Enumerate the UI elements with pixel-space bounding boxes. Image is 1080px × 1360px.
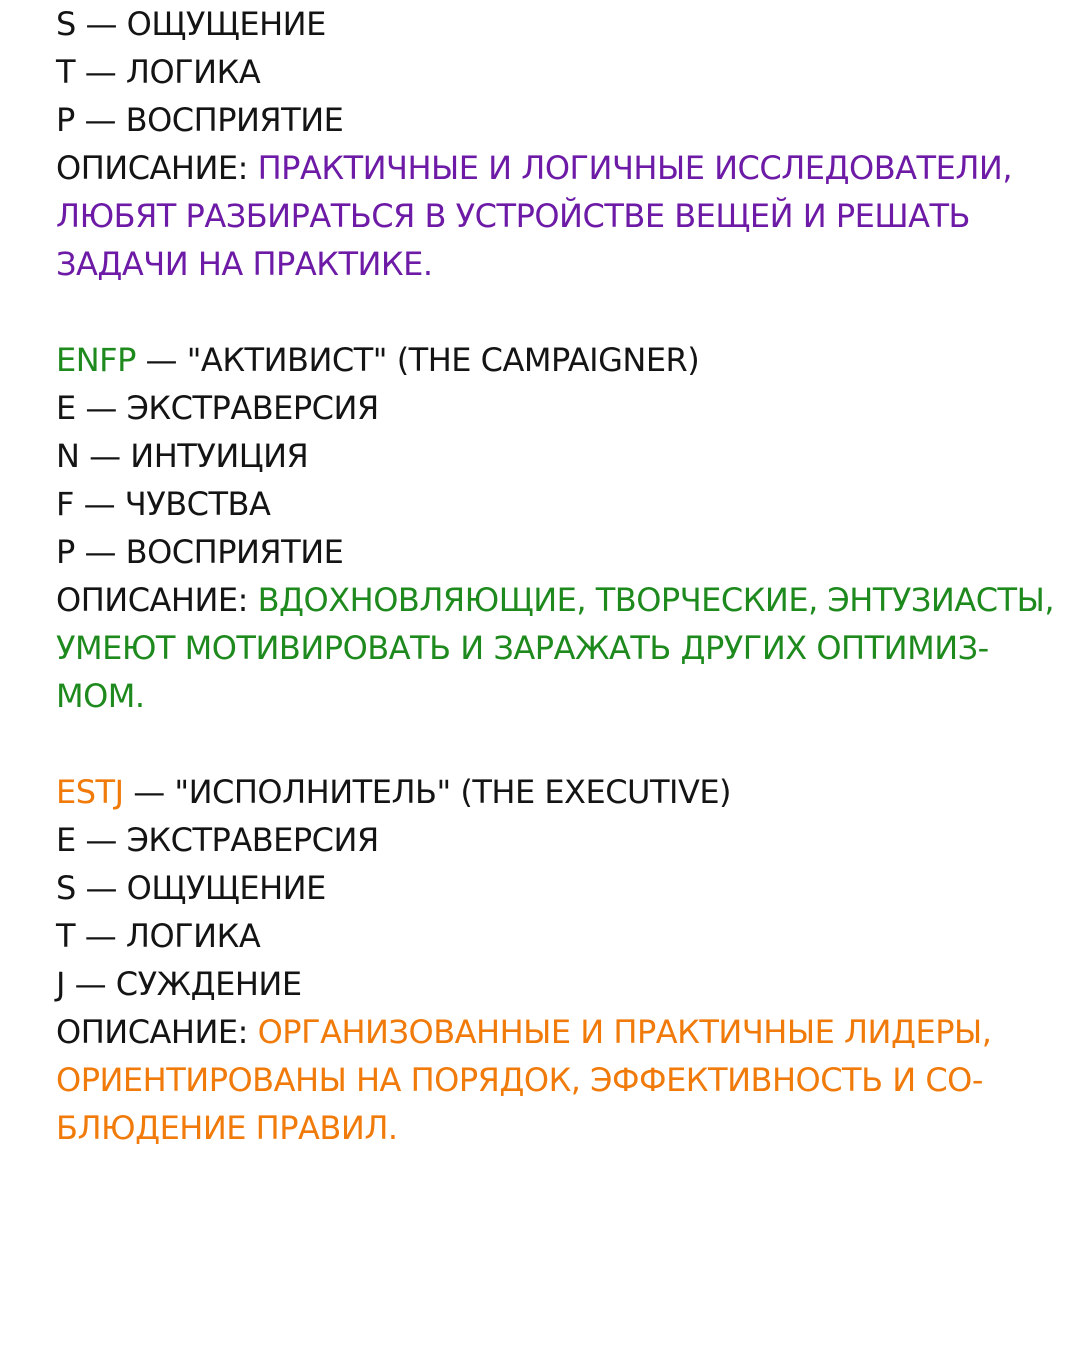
trait-line: S — ОЩУЩЕНИЕ xyxy=(56,5,326,43)
description-text: БЛЮДЕНИЕ ПРАВИЛ. xyxy=(56,1109,398,1147)
description-text: ПРАКТИЧНЫЕ И ЛОГИЧНЫЕ ИССЛЕДОВАТЕЛИ, xyxy=(257,149,1012,187)
description-label: ОПИСАНИЕ: xyxy=(56,1013,248,1051)
description-text: ЗАДАЧИ НА ПРАКТИКЕ. xyxy=(56,245,433,283)
trait-line: T — ЛОГИКА xyxy=(56,917,261,955)
trait-line: J — СУЖДЕНИЕ xyxy=(56,965,302,1003)
description-text: УМЕЮТ МОТИВИРОВАТЬ И ЗАРАЖАТЬ ДРУГИХ ОПТИМИЗ- xyxy=(56,629,989,667)
trait-line: S — ОЩУЩЕНИЕ xyxy=(56,869,326,907)
description-label: ОПИСАНИЕ: xyxy=(56,581,248,619)
description-text: МОМ. xyxy=(56,677,145,715)
description-first-line xyxy=(56,1008,991,1056)
trait-line: T — ЛОГИКА xyxy=(56,53,261,91)
trait-line: N — ИНТУИЦИЯ xyxy=(56,437,309,475)
trait-line: P — ВОСПРИЯТИЕ xyxy=(56,101,344,139)
type-title: — "ИСПОЛНИТЕЛЬ" (THE EXECUTIVE) xyxy=(123,773,732,811)
description-text: ОРГАНИЗОВАННЫЕ И ПРАКТИЧНЫЕ ЛИДЕРЫ, xyxy=(257,1013,992,1051)
description-text: ВДОХНОВЛЯЮЩИЕ, ТВОРЧЕСКИЕ, ЭНТУЗИАСТЫ, xyxy=(257,581,1054,619)
type-title: — "АКТИВИСТ" (THE CAMPAIGNER) xyxy=(135,341,700,379)
description-first-line xyxy=(56,576,1054,624)
description-first-line xyxy=(56,144,1012,192)
description-text: ЛЮБЯТ РАЗБИРАТЬСЯ В УСТРОЙСТВЕ ВЕЩЕЙ И РЕШАТЬ xyxy=(56,197,970,235)
type-heading-enfp xyxy=(56,336,699,384)
description-label: ОПИСАНИЕ: xyxy=(56,149,248,187)
trait-line: F — ЧУВСТВА xyxy=(56,485,271,523)
trait-line: E — ЭКСТРАВЕРСИЯ xyxy=(56,821,379,859)
type-heading-estj xyxy=(56,768,731,816)
type-code: ENFP xyxy=(56,341,136,379)
description-text: ОРИЕНТИРОВАНЫ НА ПОРЯДОК, ЭФФЕКТИВНОСТЬ И СО- xyxy=(56,1061,983,1099)
trait-line: E — ЭКСТРАВЕРСИЯ xyxy=(56,389,379,427)
trait-line: P — ВОСПРИЯТИЕ xyxy=(56,533,344,571)
type-code: ESTJ xyxy=(56,773,124,811)
